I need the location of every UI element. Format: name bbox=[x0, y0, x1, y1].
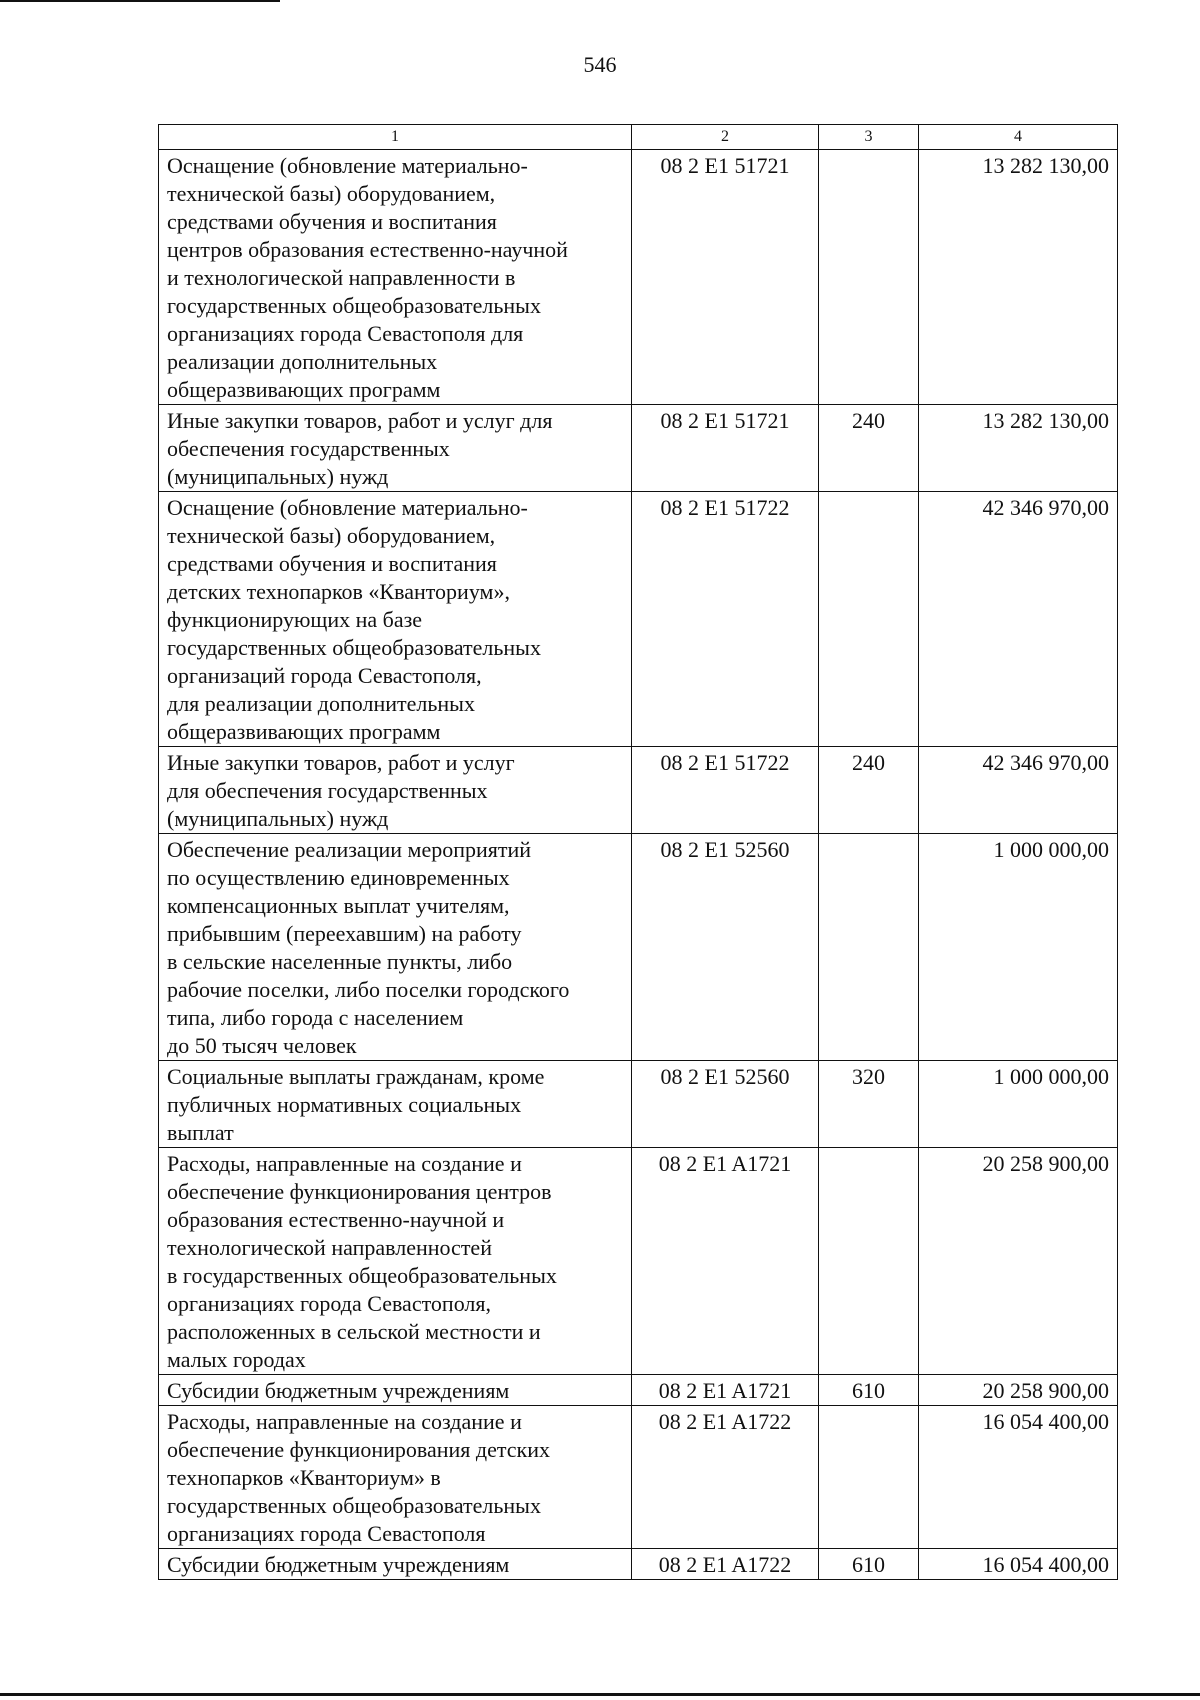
row-code-cell: 08 2 E1 A1722 bbox=[632, 1406, 819, 1549]
row-name: Субсидии бюджетным учреждениям bbox=[167, 1552, 510, 1577]
row-amount-cell: 16 054 400,00 bbox=[919, 1549, 1118, 1580]
table-row bbox=[159, 747, 1118, 834]
row-name: Субсидии бюджетным учреждениям bbox=[167, 1378, 510, 1403]
row-code-cell: 08 2 E1 A1721 bbox=[632, 1375, 819, 1406]
row-name-cell bbox=[159, 747, 632, 834]
row-type-cell bbox=[819, 150, 919, 405]
row-name-cell bbox=[159, 834, 632, 1061]
table-row bbox=[159, 1148, 1118, 1375]
row-name-cell bbox=[159, 492, 632, 747]
table-row bbox=[159, 1406, 1118, 1549]
row-name: Расходы, направленные на создание и обеспечение функционирования центров образования естественно-научной и технологической направленностей в государственных общеобразовательных организациях города Севастополя, расположенных в сельской местности и малых городах bbox=[167, 1151, 557, 1372]
row-type-cell: 320 bbox=[819, 1061, 919, 1148]
row-code-cell: 08 2 E1 51722 bbox=[632, 747, 819, 834]
column-header-4: 4 bbox=[919, 125, 1118, 150]
row-name: Оснащение (обновление материально- технической базы) оборудованием, средствами обучения и воспитания центров образования естественно-научной и технологической направленности в государственных общеобразовательных организациях города Севастополя для реализации дополнительных общеразвивающих программ bbox=[167, 153, 568, 402]
row-amount-cell: 20 258 900,00 bbox=[919, 1375, 1118, 1406]
row-name: Расходы, направленные на создание и обеспечение функционирования детских технопарков «Кванториум» в государственных общеобразовательных организациях города Севастополя bbox=[167, 1409, 550, 1546]
row-code-cell: 08 2 E1 51721 bbox=[632, 405, 819, 492]
row-name-cell bbox=[159, 1148, 632, 1375]
row-name: Иные закупки товаров, работ и услуг для обеспечения государственных (муниципальных) нужд bbox=[167, 408, 553, 489]
row-type-cell bbox=[819, 1148, 919, 1375]
column-header-1: 1 bbox=[159, 125, 632, 150]
row-amount-cell: 13 282 130,00 bbox=[919, 150, 1118, 405]
table-row bbox=[159, 150, 1118, 405]
row-name-cell bbox=[159, 1406, 632, 1549]
row-type-cell: 610 bbox=[819, 1549, 919, 1580]
row-name-cell bbox=[159, 1549, 632, 1580]
row-type-cell: 240 bbox=[819, 405, 919, 492]
row-code-cell: 08 2 E1 52560 bbox=[632, 834, 819, 1061]
row-amount-cell: 42 346 970,00 bbox=[919, 747, 1118, 834]
row-amount-cell: 1 000 000,00 bbox=[919, 834, 1118, 1061]
table-row bbox=[159, 1375, 1118, 1406]
table-row bbox=[159, 1549, 1118, 1580]
scan-corner-line bbox=[0, 0, 280, 2]
row-amount-cell: 42 346 970,00 bbox=[919, 492, 1118, 747]
row-amount-cell: 16 054 400,00 bbox=[919, 1406, 1118, 1549]
table-row bbox=[159, 1061, 1118, 1148]
column-header-3: 3 bbox=[819, 125, 919, 150]
table-row bbox=[159, 405, 1118, 492]
row-amount-cell: 13 282 130,00 bbox=[919, 405, 1118, 492]
row-name: Социальные выплаты гражданам, кроме публичных нормативных социальных выплат bbox=[167, 1064, 545, 1145]
row-name: Оснащение (обновление материально- технической базы) оборудованием, средствами обучения и воспитания детских технопарков «Кванториум», функционирующих на базе государственных общеобразовательных организаций города Севастополя, для реализации дополнительных общеразвивающих программ bbox=[167, 495, 541, 744]
row-name-cell bbox=[159, 405, 632, 492]
row-amount-cell: 1 000 000,00 bbox=[919, 1061, 1118, 1148]
row-name-cell bbox=[159, 150, 632, 405]
row-name-cell bbox=[159, 1061, 632, 1148]
row-name: Обеспечение реализации мероприятий по осуществлению единовременных компенсационных выплат учителям, прибывшим (переехавшим) на работу в сельские населенные пункты, либо рабочие поселки, либо поселки городского типа, либо города с населением до 50 тысяч человек bbox=[167, 837, 570, 1058]
row-type-cell: 240 bbox=[819, 747, 919, 834]
row-type-cell bbox=[819, 834, 919, 1061]
row-name-cell bbox=[159, 1375, 632, 1406]
row-code-cell: 08 2 E1 52560 bbox=[632, 1061, 819, 1148]
page-number: 546 bbox=[583, 52, 617, 77]
budget-table bbox=[158, 124, 1118, 1580]
row-code-cell: 08 2 E1 A1721 bbox=[632, 1148, 819, 1375]
row-code-cell: 08 2 E1 51722 bbox=[632, 492, 819, 747]
column-header-2: 2 bbox=[632, 125, 819, 150]
row-amount-cell: 20 258 900,00 bbox=[919, 1148, 1118, 1375]
row-code-cell: 08 2 E1 A1722 bbox=[632, 1549, 819, 1580]
row-type-cell: 610 bbox=[819, 1375, 919, 1406]
scan-bottom-line bbox=[0, 1693, 1200, 1696]
row-type-cell bbox=[819, 492, 919, 747]
row-name: Иные закупки товаров, работ и услуг для обеспечения государственных (муниципальных) нужд bbox=[167, 750, 515, 831]
row-type-cell bbox=[819, 1406, 919, 1549]
table-row bbox=[159, 834, 1118, 1061]
row-code-cell: 08 2 E1 51721 bbox=[632, 150, 819, 405]
table-row bbox=[159, 492, 1118, 747]
table-header-row bbox=[159, 125, 1118, 150]
